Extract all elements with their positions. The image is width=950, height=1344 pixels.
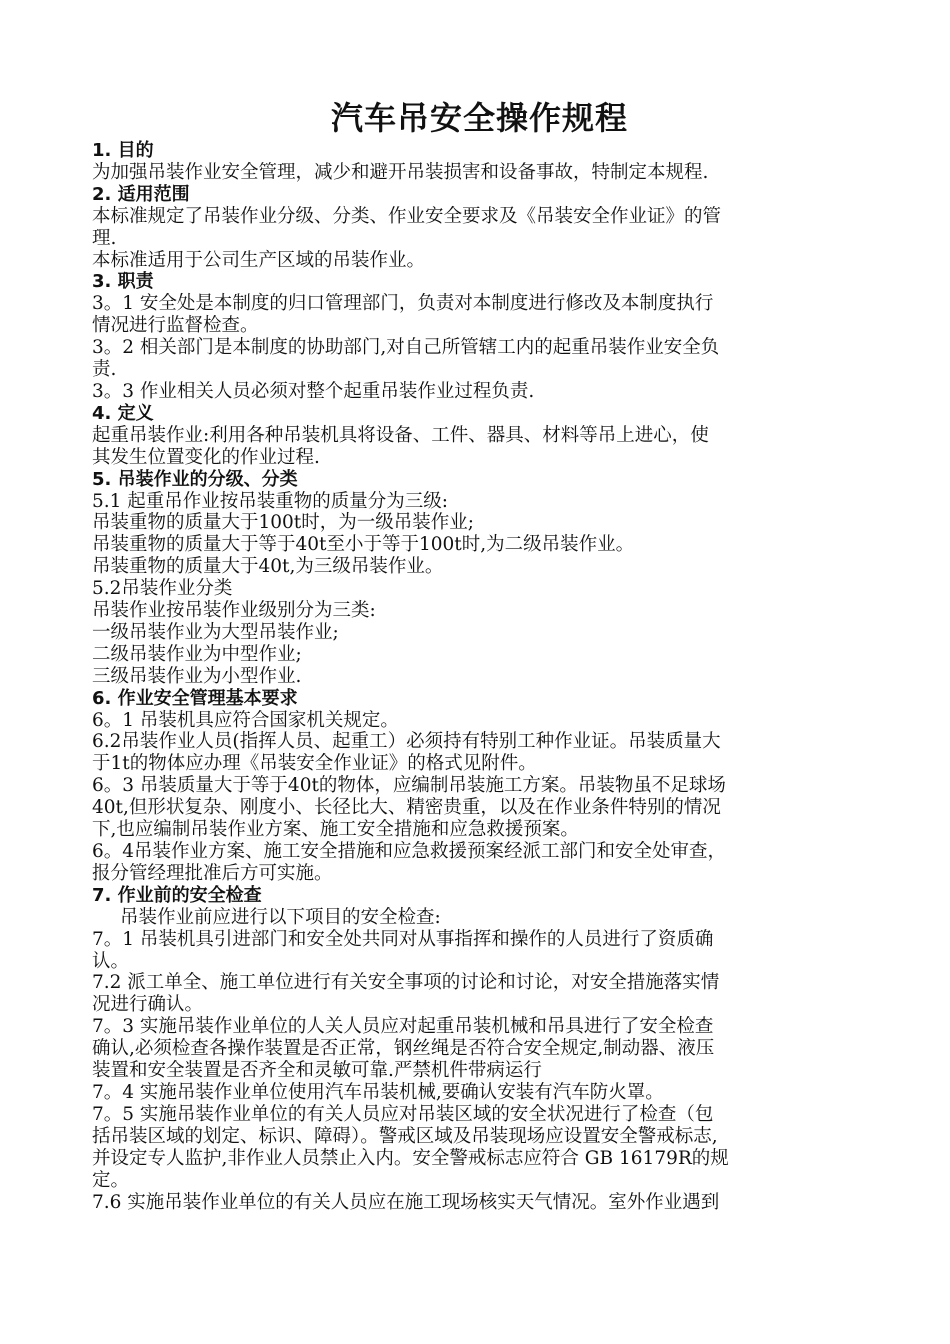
paragraph-line: 装置和安全装置是否齐全和灵敏可靠.严禁机件带病运行 bbox=[92, 1060, 542, 1082]
paragraph-line: 理. bbox=[92, 227, 117, 249]
paragraph-line: 括吊装区域的划定、标识、障碍）。警戒区域及吊装现场应设置安全警戒标志, bbox=[92, 1125, 718, 1147]
paragraph-line: 三级吊装作业为小型作业. bbox=[92, 665, 302, 687]
document-body bbox=[92, 140, 867, 1213]
paragraph-line: 7。4 实施吊装作业单位使用汽车吊装机械,要确认安装有汽车防火罩。 bbox=[92, 1081, 664, 1103]
paragraph-line: 吊装作业前应进行以下项目的安全检查: bbox=[120, 906, 441, 928]
paragraph-line: 报分管经理批准后方可实施。 bbox=[92, 862, 333, 884]
paragraph-line: 5.1 起重吊作业按吊装重物的质量分为三级: bbox=[92, 490, 449, 512]
paragraph-line: 6。3 吊装质量大于等于40t的物体，应编制吊装施工方案。吊装物虽不足球场 bbox=[92, 775, 726, 797]
section-heading: 5. 吊装作业的分级、分类 bbox=[92, 468, 298, 490]
paragraph-line: 况进行确认。 bbox=[92, 994, 204, 1016]
document-title: 汽车吊安全操作规程 bbox=[330, 99, 628, 137]
paragraph-line: 40t,但形状复杂、刚度小、长径比大、精密贵重，以及在作业条件特别的情况 bbox=[92, 797, 721, 819]
paragraph-line: 5.2吊装作业分类 bbox=[92, 578, 233, 600]
paragraph-line: 下,也应编制吊装作业方案、施工安全措施和应急救援预案。 bbox=[92, 819, 579, 841]
section-heading: 3. 职责 bbox=[92, 271, 154, 293]
paragraph-line: 情况进行监督检查。 bbox=[92, 315, 259, 337]
paragraph-line: 吊装作业按吊装作业级别分为三类: bbox=[92, 600, 376, 622]
section-heading: 7. 作业前的安全检查 bbox=[92, 884, 262, 906]
paragraph-line: 吊装重物的质量大于100t时，为一级吊装作业; bbox=[92, 512, 474, 534]
section-heading: 1. 目的 bbox=[92, 140, 154, 161]
paragraph-line: 7。5 实施吊装作业单位的有关人员应对吊装区域的安全状况进行了检查（包 bbox=[92, 1103, 714, 1125]
paragraph-line: 7.2 派工单全、施工单位进行有关安全事项的讨论和讨论，对安全措施落实情 bbox=[92, 972, 720, 994]
paragraph-line: 6.2吊装作业人员(指挥人员、起重工）必须持有特别工种作业证。吊装质量大 bbox=[92, 731, 721, 753]
paragraph-line: 3。1 安全处是本制度的归口管理部门，负责对本制度进行修改及本制度执行 bbox=[92, 293, 714, 315]
paragraph-line: 本标准规定了吊装作业分级、分类、作业安全要求及《吊装安全作业证》的管 bbox=[92, 205, 722, 227]
paragraph-line: 二级吊装作业为中型作业; bbox=[92, 643, 302, 665]
paragraph-line: 一级吊装作业为大型吊装作业; bbox=[92, 621, 339, 643]
paragraph-line: 7。1 吊装机具引进部门和安全处共同对从事指挥和操作的人员进行了资质确 bbox=[92, 928, 714, 950]
paragraph-line: 7。3 实施吊装作业单位的人关人员应对起重吊装机械和吊具进行了安全检查 bbox=[92, 1016, 714, 1038]
paragraph-line: 起重吊装作业:利用各种吊装机具将设备、工件、器具、材料等吊上进心，使 bbox=[92, 424, 709, 446]
paragraph-line: 3。3 作业相关人员必须对整个起重吊装作业过程负责. bbox=[92, 380, 535, 402]
paragraph-line: 定。 bbox=[92, 1169, 130, 1191]
section-heading: 6. 作业安全管理基本要求 bbox=[92, 687, 298, 709]
paragraph-line: 7.6 实施吊装作业单位的有关人员应在施工现场核实天气情况。室外作业遇到 bbox=[92, 1191, 720, 1213]
paragraph-line: 责. bbox=[92, 359, 117, 381]
section-heading: 4. 定义 bbox=[92, 402, 154, 424]
paragraph-line: 吊装重物的质量大于等于40t至小于等于100t时,为二级吊装作业。 bbox=[92, 534, 635, 556]
paragraph-line: 确认,必须检查各操作装置是否正常，钢丝绳是否符合安全规定,制动器、液压 bbox=[92, 1038, 715, 1060]
paragraph-line: 6。4吊装作业方案、施工安全措施和应急救援预案经派工部门和安全处审查， bbox=[92, 841, 727, 862]
paragraph-line: 为加强吊装作业安全管理，减少和避开吊装损害和设备事故，特制定本规程. bbox=[92, 161, 709, 183]
paragraph-line: 本标准适用于公司生产区域的吊装作业。 bbox=[92, 249, 426, 271]
section-heading: 2. 适用范围 bbox=[92, 183, 190, 205]
paragraph-line: 吊装重物的质量大于40t,为三级吊装作业。 bbox=[92, 556, 444, 578]
paragraph-line: 6。1 吊装机具应符合国家机关规定。 bbox=[92, 709, 399, 731]
paragraph-line: 认。 bbox=[92, 950, 130, 972]
document-page bbox=[92, 96, 867, 1213]
paragraph-line: 其发生位置变化的作业过程. bbox=[92, 446, 320, 468]
paragraph-line: 于1t的物体应办理《吊装安全作业证》的格式见附件。 bbox=[92, 753, 537, 775]
paragraph-line: 3。2 相关部门是本制度的协助部门,对自己所管辖工内的起重吊装作业安全负 bbox=[92, 337, 720, 359]
paragraph-line: 并设定专人监护,非作业人员禁止入内。安全警戒标志应符合 GB 16179R的规 bbox=[92, 1147, 729, 1169]
